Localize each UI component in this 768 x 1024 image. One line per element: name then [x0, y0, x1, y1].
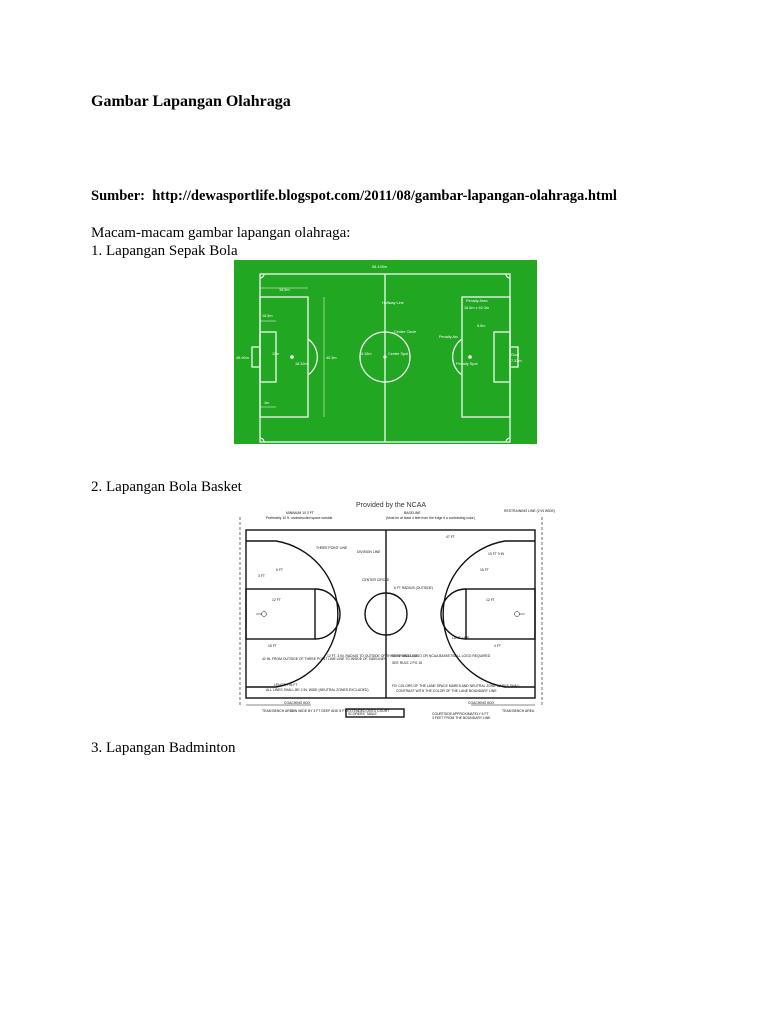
svg-text:LENGTH 94 FT: LENGTH 94 FT [274, 683, 298, 687]
svg-text:19 FT 9 IN: 19 FT 9 IN [488, 552, 504, 556]
center-spot-label: Center Spot [388, 352, 409, 356]
svg-text:SEE RULE 2 PG 15: SEE RULE 2 PG 15 [392, 661, 423, 665]
svg-text:9.15m: 9.15m [361, 352, 372, 356]
svg-text:ALL LINES SHALL BE 2 IN. WIDE: ALL LINES SHALL BE 2 IN. WIDE (NEUTRAL ZONES EXCLUDED) [266, 688, 369, 692]
svg-text:12 FT. 3 IN. RADIUS TO OUTSIDE: 12 FT. 3 IN. RADIUS TO OUTSIDE OF THREE-POINT LINE [327, 654, 418, 658]
svg-text:COACHING BOX: COACHING BOX [468, 701, 495, 705]
svg-text:CONTRAST WITH THE COLOR OF THE: CONTRAST WITH THE COLOR OF THE LANE BOUNDARY LINE [396, 689, 497, 693]
basketball-court-figure [236, 497, 555, 720]
top-dim-label: 68-105m [372, 265, 387, 269]
svg-text:45-90m: 45-90m [236, 356, 249, 360]
halfway-label: Halfway Line [382, 301, 404, 305]
center-circle-label: Center Circle [394, 330, 417, 334]
svg-text:12 FT: 12 FT [272, 598, 281, 602]
basketball-court-diagram [236, 497, 555, 720]
svg-text:40.3m: 40.3m [326, 356, 337, 360]
svg-text:3 FT: 3 FT [258, 574, 265, 578]
svg-text:2 IN WIDE BY 3 FT DEEP AND 5 F: 2 IN WIDE BY 3 FT DEEP AND 5 FT EXTENDED ONTO COURT [291, 709, 390, 713]
svg-text:6 FT: 6 FT [276, 568, 283, 572]
svg-text:42 IN. FROM OUTSIDE OF THREE P: 42 IN. FROM OUTSIDE OF THREE POINT LINE LINE TO INSIDE OF SIDELINES [262, 657, 387, 661]
svg-text:LANE LINE: LANE LINE [452, 636, 470, 640]
page-title: Gambar Lapangan Olahraga [91, 93, 291, 110]
svg-text:12 FT: 12 FT [486, 598, 495, 602]
svg-text:16.5m x 40.3m: 16.5m x 40.3m [464, 306, 490, 310]
left-penalty-spot [290, 355, 294, 359]
source-line [91, 188, 617, 205]
right-penalty-spot [468, 355, 472, 359]
svg-text:18 IN. NCAA LOGO OR NCAA BASKE: 18 IN. NCAA LOGO OR NCAA BASKETBALL LOGO REQUIRED [392, 654, 491, 658]
svg-text:(Must be at least 4 feet from: (Must be at least 4 feet from the edge if a contrasting color) [386, 516, 475, 520]
svg-text:FIX COLORS OF THE LANE SPACE M: FIX COLORS OF THE LANE SPACE MARKS AND NEUTRAL ZONE MARKS SHALL [392, 684, 521, 688]
svg-text:DIVISION LINE: DIVISION LINE [357, 550, 381, 554]
svg-text:TEAM BENCH AREA: TEAM BENCH AREA [262, 709, 295, 713]
source-label: Sumber: [91, 188, 145, 204]
source-url[interactable]: http://dewasportlife.blogspot.com/2011/08/gambar-lapangan-olahraga.html [152, 188, 617, 204]
list-item-soccer: 1. Lapangan Sepak Bola [91, 243, 238, 259]
svg-text:COURTSIDE APPROXIMATELY 6 FT: COURTSIDE APPROXIMATELY 6 FT [432, 712, 489, 716]
svg-text:SCORERS' TABLE: SCORERS' TABLE [348, 712, 377, 716]
svg-text:Goal: Goal [511, 353, 520, 357]
svg-text:THREE POINT LINE: THREE POINT LINE [316, 546, 348, 550]
svg-text:Preferably 10 ft. unobstructed: Preferably 10 ft. unobstructed space outside [266, 516, 333, 520]
svg-text:18.32m: 18.32m [295, 362, 308, 366]
penalty-arc-label: Penalty Arc [439, 335, 459, 339]
intro-text: Macam-macam gambar lapangan olahraga: [91, 225, 351, 241]
svg-text:BASELINE: BASELINE [404, 511, 421, 515]
list-item-badminton: 3. Lapangan Badminton [91, 740, 236, 756]
penalty-spot-label: Penalty Spot [456, 362, 478, 366]
soccer-field-figure [234, 260, 537, 444]
svg-text:11m: 11m [272, 352, 280, 356]
svg-text:15 FT: 15 FT [480, 568, 489, 572]
svg-text:1m: 1m [264, 401, 270, 405]
svg-text:4 FT: 4 FT [494, 644, 501, 648]
soccer-field-diagram [234, 260, 537, 444]
svg-text:7.32m: 7.32m [511, 359, 522, 363]
svg-text:CENTER CIRCLE: CENTER CIRCLE [362, 578, 390, 582]
svg-text:16.5m: 16.5m [262, 314, 273, 318]
svg-text:MINIMUM 10 3 FT: MINIMUM 10 3 FT [286, 511, 314, 515]
svg-text:3 FEET FROM THE BOUNDARY LINE: 3 FEET FROM THE BOUNDARY LINE [432, 716, 491, 720]
penalty-area-label: Penalty Area [466, 299, 488, 303]
ncaa-header: Provided by the NCAA [356, 502, 427, 509]
svg-text:16.5m: 16.5m [279, 288, 290, 292]
svg-text:15 FT: 15 FT [268, 644, 277, 648]
svg-text:5.5m: 5.5m [477, 324, 486, 328]
center-spot [383, 355, 386, 358]
svg-text:47 FT: 47 FT [446, 535, 455, 539]
svg-text:RESTRAINING LINE (2 IN WIDE): RESTRAINING LINE (2 IN WIDE) [504, 509, 555, 513]
list-item-basketball: 2. Lapangan Bola Basket [91, 479, 242, 495]
svg-text:COACHING BOX: COACHING BOX [284, 701, 311, 705]
svg-text:TEAM BENCH AREA: TEAM BENCH AREA [502, 709, 535, 713]
svg-text:6 FT RADIUS (OUTSIDE): 6 FT RADIUS (OUTSIDE) [394, 586, 433, 590]
